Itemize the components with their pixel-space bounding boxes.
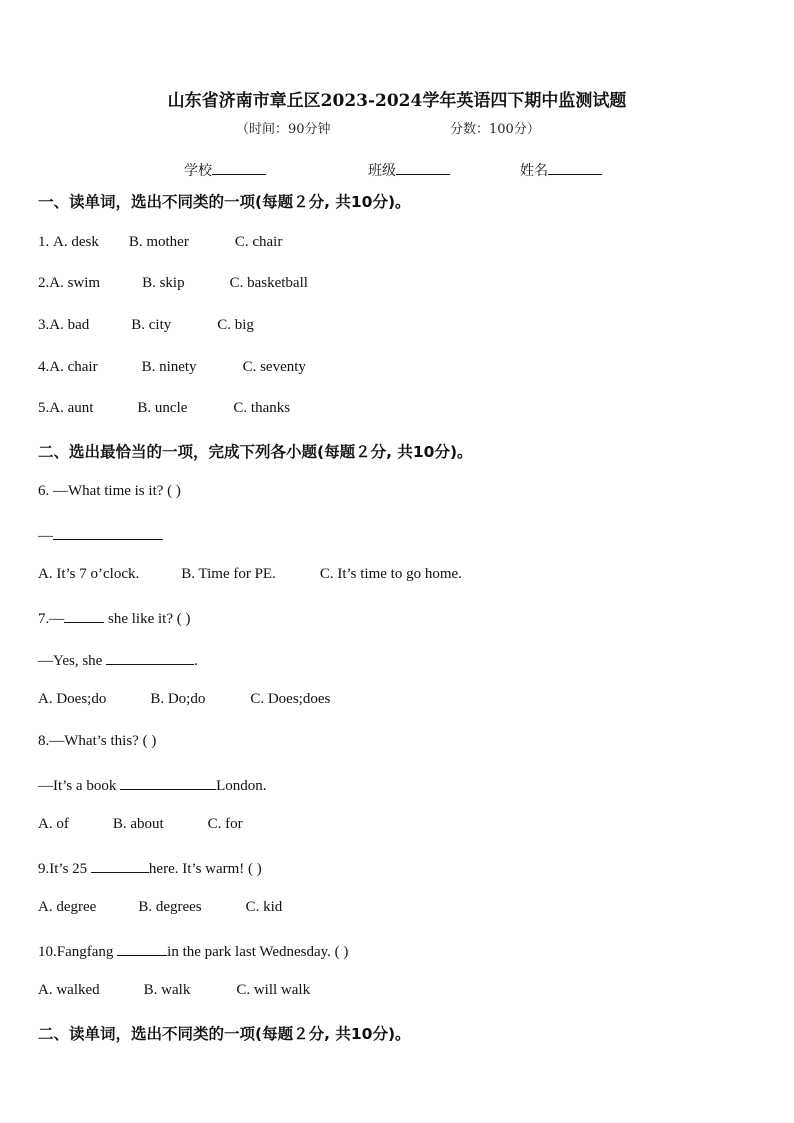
question-7-stem — [38, 608, 190, 628]
q6-option-c: C. It’s time to go home. — [319, 566, 462, 582]
question-4 — [38, 359, 306, 376]
question-9-options — [38, 899, 282, 916]
class-label: 班级 — [368, 163, 396, 179]
q7-option-c: C. Does;does — [250, 691, 331, 707]
q7-reply-post: . — [194, 653, 198, 669]
class-blank — [396, 160, 450, 175]
q9-option-a: A. degree — [38, 899, 97, 915]
section-1-heading: 一、读单词，选出不同类的一项(每题２分, 共10分)。 — [38, 193, 411, 211]
question-3 — [38, 317, 254, 334]
q4-option-c: C. seventy — [242, 359, 306, 375]
q8-reply-post: London. — [216, 778, 267, 794]
q6-answer-blank — [53, 525, 163, 540]
question-8-options — [38, 816, 243, 833]
q1-number: 1. — [38, 234, 53, 250]
q8-blank — [120, 775, 216, 790]
q1-option-c: C. chair — [234, 234, 283, 250]
question-2 — [38, 275, 308, 292]
q9-blank — [91, 858, 149, 873]
question-6-options — [38, 566, 462, 583]
question-6-stem: 6. —What time is it? ( ) — [38, 483, 181, 499]
q6-option-b: B. Time for PE. — [181, 566, 276, 582]
exam-score: 分数：100分） — [450, 122, 540, 137]
q8-option-b: B. about — [112, 816, 164, 832]
q7-stem-pre: 7.— — [38, 611, 65, 627]
section-3-heading: 二、读单词，选出不同类的一项(每题２分, 共10分)。 — [38, 1025, 411, 1043]
q8-option-a: A. of — [38, 816, 69, 832]
question-7-reply — [38, 650, 198, 670]
question-8-stem: 8.—What’s this? ( ) — [38, 733, 157, 749]
q10-blank — [117, 941, 167, 956]
question-9-stem — [38, 858, 262, 878]
q5-option-a: A. aunt — [49, 400, 94, 416]
q7-stem-post: she like it? ( ) — [104, 611, 191, 627]
question-8-reply — [38, 775, 267, 795]
q3-option-b: B. city — [131, 317, 172, 333]
q8-reply-pre: —It’s a book — [38, 778, 121, 794]
q4-option-b: B. ninety — [141, 359, 197, 375]
q9-option-b: B. degrees — [138, 899, 202, 915]
q7-option-b: B. Do;do — [150, 691, 206, 707]
school-label: 学校 — [184, 163, 212, 179]
q3-number: 3. — [38, 317, 50, 333]
question-1 — [38, 234, 282, 251]
question-6-reply — [38, 525, 163, 545]
exam-time: （时间：90分钟 — [236, 122, 331, 137]
q9-stem-post: here. It’s warm! ( ) — [148, 861, 262, 877]
q3-option-c: C. big — [217, 317, 254, 333]
q10-stem-pre: 10.Fangfang — [38, 944, 118, 960]
q8-option-c: C. for — [207, 816, 243, 832]
name-label: 姓名 — [520, 163, 548, 179]
question-7-options — [38, 691, 330, 708]
class-field — [368, 160, 450, 180]
q10-option-c: C. will walk — [236, 982, 311, 998]
q5-option-c: C. thanks — [233, 400, 291, 416]
q2-option-a: A. swim — [49, 275, 101, 291]
q2-option-c: C. basketball — [229, 275, 308, 291]
name-field — [520, 160, 602, 180]
q5-option-b: B. uncle — [137, 400, 188, 416]
q9-stem-pre: 9.It’s 25 — [38, 861, 91, 877]
q7-option-a: A. Does;do — [38, 691, 107, 707]
school-blank — [212, 160, 266, 175]
q5-number: 5. — [38, 400, 50, 416]
q1-option-b: B. mother — [128, 234, 189, 250]
q10-stem-post: in the park last Wednesday. ( ) — [167, 944, 349, 960]
name-blank — [548, 160, 602, 175]
q7-blank-2 — [106, 650, 194, 665]
q6-reply-dash: — — [38, 528, 53, 544]
q10-option-b: B. walk — [143, 982, 191, 998]
exam-title: 山东省济南市章丘区2023-2024学年英语四下期中监测试题 — [167, 91, 627, 111]
q2-number: 2. — [38, 275, 50, 291]
question-10-stem — [38, 941, 348, 961]
q2-option-b: B. skip — [142, 275, 185, 291]
q9-option-c: C. kid — [245, 899, 283, 915]
q4-number: 4. — [38, 359, 50, 375]
q7-blank-1 — [64, 608, 104, 623]
question-10-options — [38, 982, 310, 999]
q7-reply-pre: —Yes, she — [38, 653, 107, 669]
q3-option-a: A. bad — [49, 317, 90, 333]
school-field — [184, 160, 266, 180]
q10-option-a: A. walked — [38, 982, 100, 998]
section-2-heading: 二、选出最恰当的一项，完成下列各小题(每题２分, 共10分)。 — [38, 443, 473, 461]
q1-option-a: A. desk — [53, 234, 99, 250]
q6-option-a: A. It’s 7 o’clock. — [38, 566, 140, 582]
q4-option-a: A. chair — [49, 359, 98, 375]
question-5 — [38, 400, 290, 417]
